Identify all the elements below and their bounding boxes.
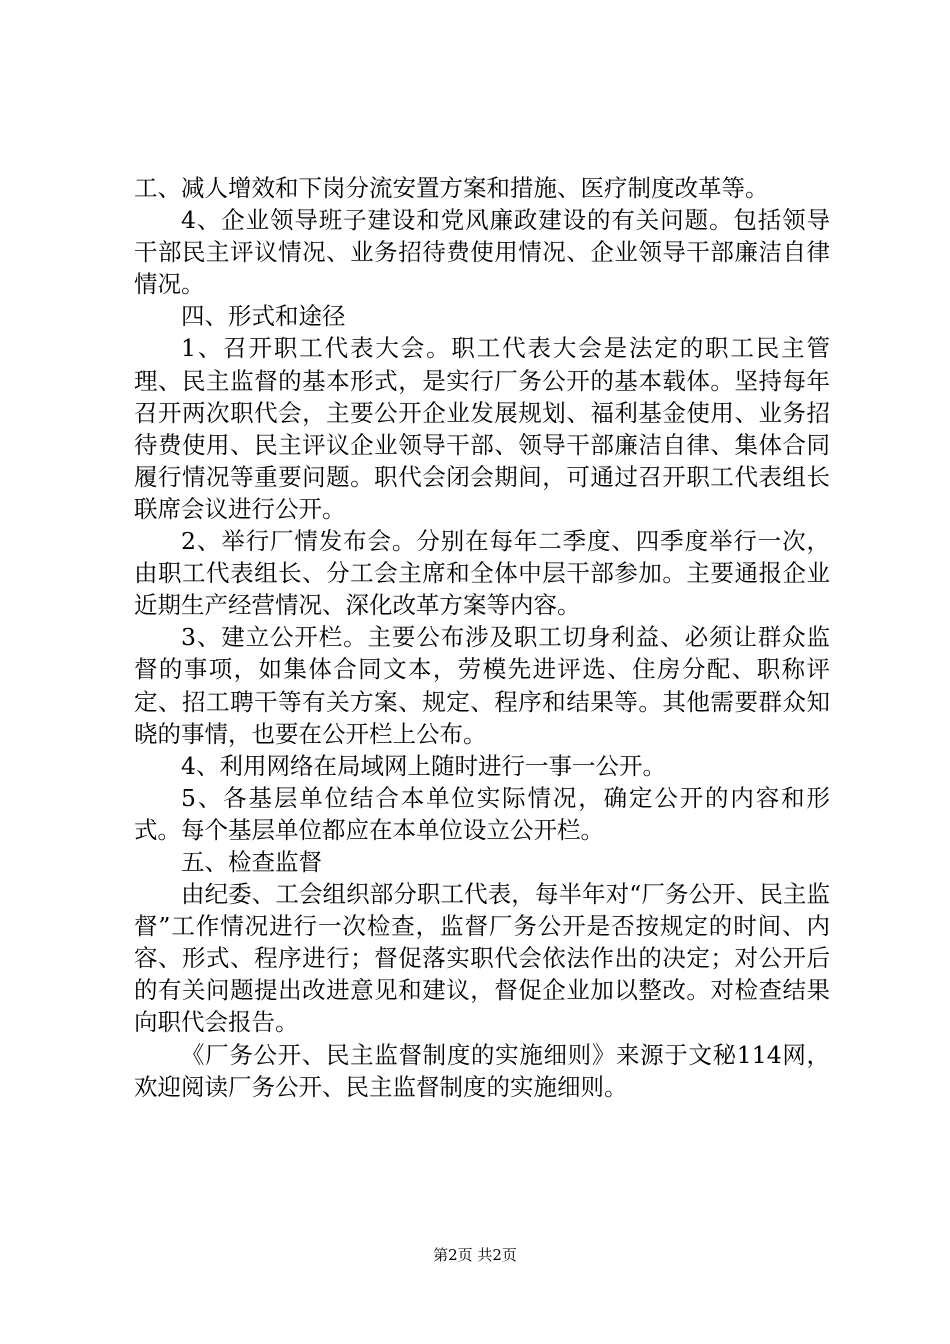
paragraph-form-3: 3、建立公开栏。主要公布涉及职工切身利益、必须让群众监督的事项，如集体合同文本，劳模先进评选、住房分配、职称评定、招工聘干等有关方案、规定、程序和结果等。其他需要群众知晓的事情，也要在公开栏上公布。	[134, 623, 830, 748]
section-heading-5: 五、检查监督	[181, 847, 322, 876]
paragraph-form-2: 2、举行厂情发布会。分别在每年二季度、四季度举行一次，由职工代表组长、分工会主席和全体中层干部参加。主要通报企业近期生产经营情况、深化改革方案等内容。	[134, 527, 830, 620]
paragraph-form-4: 4、利用网络在局域网上随时进行一事一公开。	[181, 751, 666, 780]
section-heading-4: 四、形式和途径	[181, 302, 346, 331]
paragraph-source-note: 《厂务公开、民主监督制度的实施细则》来源于文秘114网，欢迎阅读厂务公开、民主监督制度的实施细则。	[134, 1040, 830, 1101]
paragraph-inspection: 由纪委、工会组织部分职工代表，每半年对“厂务公开、民主监督”工作情况进行一次检查，监督厂务公开是否按规定的时间、内容、形式、程序进行；督促落实职代会依法作出的决定；对公开后的有关问题提出改进意见和建议，督促企业加以整改。对检查结果向职代会报告。	[134, 880, 830, 1037]
paragraph-item-4: 4、企业领导班子建设和党风廉政建设的有关问题。包括领导干部民主评议情况、业务招待费使用情况、企业领导干部廉洁自律情况。	[134, 206, 830, 299]
document-body	[134, 172, 830, 1103]
paragraph-continuation: 工、减人增效和下岗分流安置方案和措施、医疗制度改革等。	[134, 174, 769, 202]
page-footer: 第2页 共2页	[433, 1246, 517, 1264]
paragraph-form-1: 1、召开职工代表大会。职工代表大会是法定的职工民主管理、民主监督的基本形式，是实行厂务公开的基本载体。坚持每年召开两次职代会，主要公开企业发展规划、福利基金使用、业务招待费使用、民主评议企业领导干部、领导干部廉洁自律、集体合同履行情况等重要问题。职代会闭会期间，可通过召开职工代表组长联席会议进行公开。	[134, 334, 830, 523]
paragraph-form-5: 5、各基层单位结合本单位实际情况，确定公开的内容和形式。每个基层单位都应在本单位设立公开栏。	[134, 783, 830, 844]
